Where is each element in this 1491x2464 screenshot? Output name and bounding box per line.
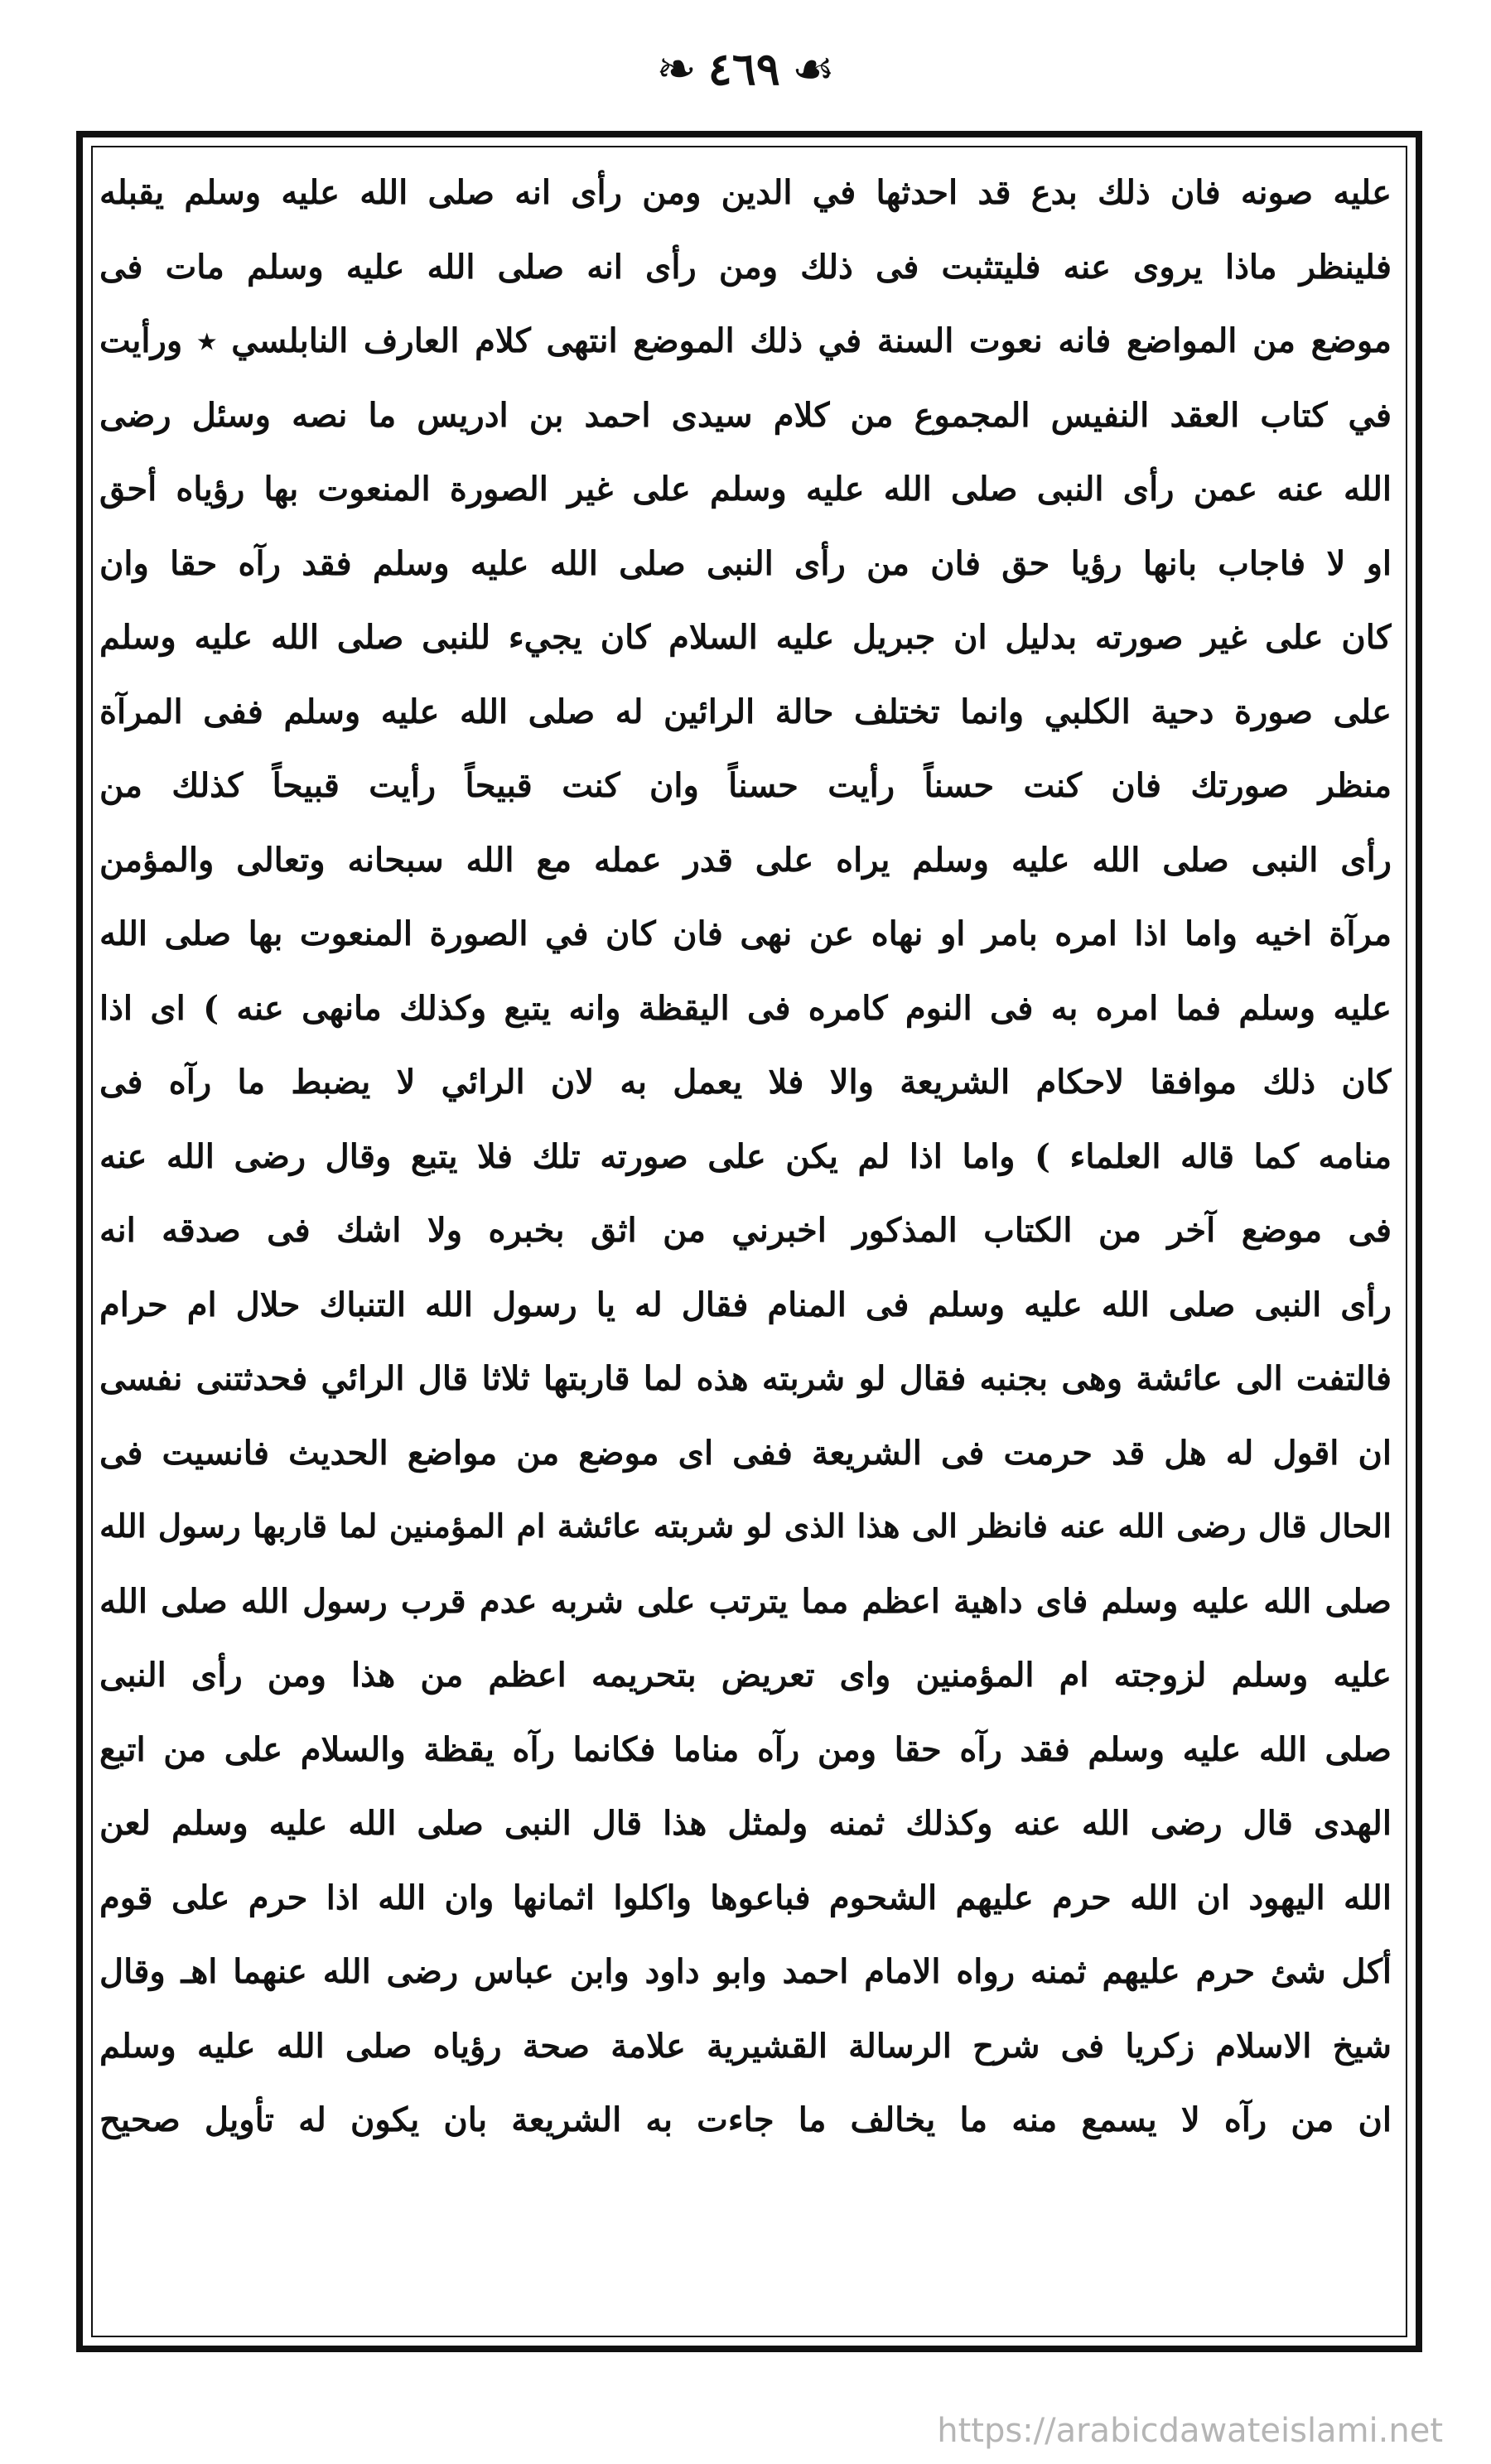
text-line: رأى النبى صلى الله عليه وسلم يراه على قدر عمله مع الله سبحانه وتعالى والمؤمن: [99, 840, 1392, 880]
ornament-left-icon: ☙: [791, 41, 835, 97]
text-line: صلى الله عليه وسلم فقد رآه حقا ومن رآه مناما فكانما رآه يقظة والسلام على من اتبع: [99, 1729, 1392, 1769]
text-line: ان من رآه لا يسمع منه ما يخالف ما جاءت به الشريعة بان يكون له تأويل صحيح: [99, 2100, 1392, 2139]
text-line: رأى النبى صلى الله عليه وسلم فى المنام فقال له يا رسول الله التنباك حلال ام حرام: [99, 1285, 1392, 1324]
text-line: الحال قال رضى الله عنه فانظر الى هذا الذى لو شربته عائشة ام المؤمنين لما قاربها رسول الله: [99, 1507, 1392, 1545]
text-line: فالتفت الى عائشة وهى بجنبه فقال لو شربته هذه لما قاربتها ثلاثا قال الرائي فحدثتنى نفسى: [99, 1359, 1392, 1398]
text-line: منظر صورتك فان كنت حسناً رأيت حسناً وان كنت قبيحاً رأيت قبيحاً كذلك من: [99, 766, 1392, 805]
text-line: عليه صونه فان ذلك بدع قد احدثها في الدين ومن رأى انه صلى الله عليه وسلم يقبله: [99, 173, 1392, 212]
page-header: [0, 31, 1491, 106]
text-line: كان على غير صورته بدليل ان جبريل عليه السلام كان يجيء للنبى صلى الله عليه وسلم: [99, 618, 1392, 657]
text-line: الهدى قال رضى الله عنه وكذلك ثمنه ولمثل هذا قال النبى صلى الله عليه وسلم لعن: [99, 1804, 1392, 1843]
text-line: ان اقول له هل قد حرمت فى الشريعة ففى اى موضع من مواضع الحديث فانسيت فى: [99, 1433, 1392, 1473]
body-text: [99, 156, 1392, 2334]
page-number: ٤٦٩: [707, 42, 780, 95]
watermark-url: https://arabicdawateislami.net: [937, 2412, 1443, 2450]
text-line: مرآة اخيه واما اذا امره بامر او نهاه عن نهى فان كان في الصورة المنعوت بها صلى الله: [99, 914, 1392, 953]
text-line: الله عنه عمن رأى النبى صلى الله عليه وسلم على غير الصورة المنعوت بها رؤياه أحق: [99, 470, 1392, 509]
text-line: على صورة دحية الكلبي وانما تختلف حالة الرائين له صلى الله عليه وسلم ففى المرآة: [99, 692, 1392, 731]
text-line: شيخ الاسلام زكريا فى شرح الرسالة القشيرية علامة صحة رؤياه صلى الله عليه وسلم: [99, 2026, 1392, 2066]
text-line: عليه وسلم لزوجته ام المؤمنين واى تعريض بتحريمه اعظم من هذا ومن رأى النبى: [99, 1656, 1392, 1695]
text-line: أكل شئ حرم عليهم ثمنه رواه الامام احمد وابو داود وابن عباس رضى الله عنهما اهـ وقال: [99, 1952, 1392, 1991]
text-line: او لا فاجاب بانها رؤيا حق فان من رأى النبى صلى الله عليه وسلم فقد رآه حقا وان: [99, 543, 1392, 583]
text-line: صلى الله عليه وسلم فاى داهية اعظم مما يترتب على شربه عدم قرب رسول الله صلى الله: [99, 1581, 1392, 1621]
text-line: عليه وسلم فما امره به فى النوم كامره فى اليقظة وانه يتبع وكذلك مانهى عنه ) اى اذا: [99, 988, 1392, 1028]
text-line: فلينظر ماذا يروى عنه فليتثبت فى ذلك ومن رأى انه صلى الله عليه وسلم مات فى: [99, 247, 1392, 287]
ornament-right-icon: ❧: [656, 41, 697, 97]
text-line: فى موضع آخر من الكتاب المذكور اخبرني من اثق بخبره ولا اشك فى صدقه انه: [99, 1211, 1392, 1250]
text-line: في كتاب العقد النفيس المجموع من كلام سيدى احمد بن ادريس ما نصه وسئل رضى: [99, 395, 1392, 435]
text-line: موضع من المواضع فانه نعوت السنة في ذلك الموضع انتهى كلام العارف النابلسي ٭ ورأيت: [99, 321, 1392, 360]
text-line: كان ذلك موافقا لاحكام الشريعة والا فلا يعمل به لان الرائي لا يضبط ما رآه فى: [99, 1063, 1392, 1102]
text-line: الله اليهود ان الله حرم عليهم الشحوم فباعوها واكلوا اثمانها وان الله اذا حرم على قوم: [99, 1878, 1392, 1917]
text-line: منامه كما قاله العلماء ) واما اذا لم يكن على صورته تلك فلا يتبع وقال رضى الله عنه: [99, 1136, 1392, 1176]
